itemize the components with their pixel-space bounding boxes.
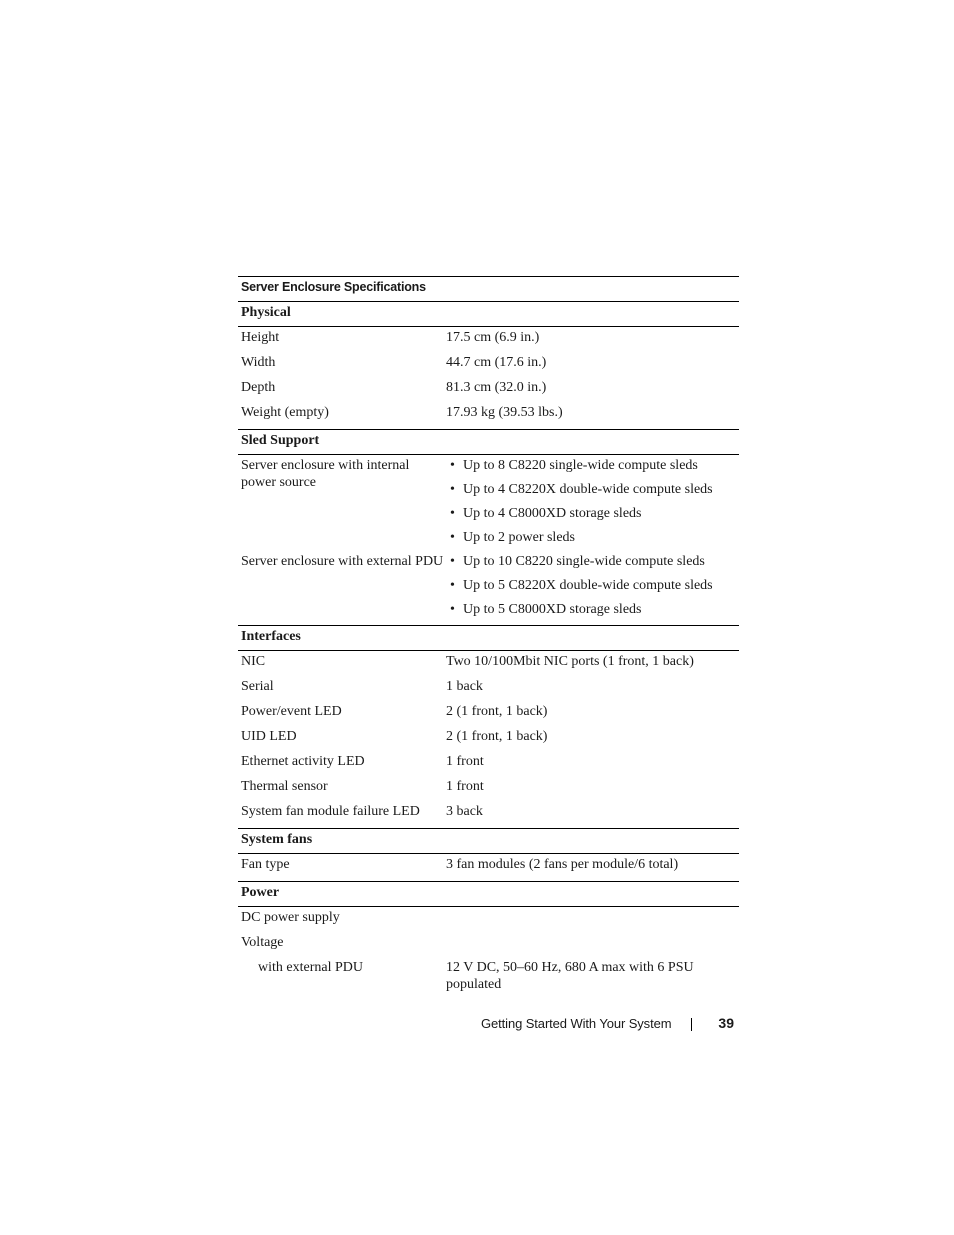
row-value: Two 10/100Mbit NIC ports (1 front, 1 back) — [446, 654, 694, 669]
row-label: Weight (empty) — [241, 405, 329, 420]
table-row — [238, 651, 739, 676]
table-row — [238, 854, 739, 879]
bullet-list — [446, 455, 739, 551]
table-row — [238, 726, 739, 751]
row-value — [446, 932, 739, 957]
row-label: Serial — [241, 679, 274, 694]
list-item: • Up to 2 power sleds — [446, 527, 739, 551]
row-value — [446, 455, 739, 551]
list-item: • Up to 5 C8000XD storage sleds — [446, 599, 739, 623]
list-item: • Up to 4 C8220X double-wide compute sleds — [446, 479, 739, 503]
row-label: Thermal sensor — [241, 779, 328, 794]
row-value: 1 front — [446, 754, 484, 769]
list-item: • Up to 5 C8220X double-wide compute sleds — [446, 575, 739, 599]
row-value — [446, 551, 739, 623]
row-label: Ethernet activity LED — [241, 754, 365, 769]
row-value — [446, 907, 739, 932]
row-value: 1 back — [446, 679, 483, 694]
section-interfaces — [238, 651, 739, 829]
row-value: 17.93 kg (39.53 lbs.) — [446, 405, 563, 420]
row-value: 44.7 cm (17.6 in.) — [446, 355, 547, 370]
row-label: UID LED — [241, 729, 297, 744]
row-label: Server enclosure with external PDU — [241, 554, 444, 569]
row-value: 81.3 cm (32.0 in.) — [446, 380, 547, 395]
page-number: 39 — [718, 1015, 734, 1031]
footer-divider — [691, 1018, 692, 1031]
section-physical — [238, 327, 739, 430]
row-value: 17.5 cm (6.9 in.) — [446, 330, 540, 345]
row-label: Power/event LED — [241, 704, 342, 719]
table-row — [238, 751, 739, 776]
table-row — [238, 932, 739, 957]
row-label: Server enclosure with internal power source — [241, 458, 410, 490]
table-title: Server Enclosure Specifications — [238, 276, 739, 302]
row-label: DC power supply — [241, 910, 340, 925]
table-row — [238, 551, 739, 623]
table-row — [238, 327, 739, 352]
row-label: with external PDU — [258, 960, 363, 975]
row-value: 3 fan modules (2 fans per module/6 total) — [446, 857, 679, 872]
list-item: • Up to 8 C8220 single-wide compute sleds — [446, 455, 739, 479]
section-heading-system-fans: System fans — [238, 829, 739, 854]
table-row — [238, 907, 739, 932]
row-label: System fan module failure LED — [241, 804, 420, 819]
row-label: NIC — [241, 654, 266, 669]
table-row — [238, 377, 739, 402]
row-label: Width — [241, 355, 276, 370]
spec-table — [238, 276, 739, 995]
table-row — [238, 352, 739, 377]
row-label: Fan type — [241, 857, 290, 872]
table-row — [238, 701, 739, 726]
section-heading-power: Power — [238, 882, 739, 907]
section-heading-interfaces: Interfaces — [238, 626, 739, 651]
table-row — [238, 801, 739, 826]
row-value: 3 back — [446, 804, 483, 819]
bullet-list — [446, 551, 739, 623]
table-row — [238, 957, 739, 993]
row-label: Height — [241, 330, 280, 345]
list-item: • Up to 10 C8220 single-wide compute sleds — [446, 551, 739, 575]
table-row — [238, 676, 739, 701]
page-footer — [480, 1015, 736, 1035]
section-sled-support — [238, 455, 739, 626]
table-row — [238, 776, 739, 801]
section-heading-physical: Physical — [238, 302, 739, 327]
row-value: 2 (1 front, 1 back) — [446, 729, 548, 744]
row-value: 1 front — [446, 779, 484, 794]
row-value: 12 V DC, 50–60 Hz, 680 A max with 6 PSU populated — [446, 960, 694, 992]
row-label: Voltage — [241, 935, 284, 950]
footer-title: Getting Started With Your System — [481, 1016, 672, 1031]
section-power — [238, 907, 739, 995]
section-heading-sled-support: Sled Support — [238, 430, 739, 455]
table-row — [238, 455, 739, 551]
section-system-fans — [238, 854, 739, 882]
table-row — [238, 402, 739, 427]
list-item: • Up to 4 C8000XD storage sleds — [446, 503, 739, 527]
row-label: Depth — [241, 380, 276, 395]
row-value: 2 (1 front, 1 back) — [446, 704, 548, 719]
